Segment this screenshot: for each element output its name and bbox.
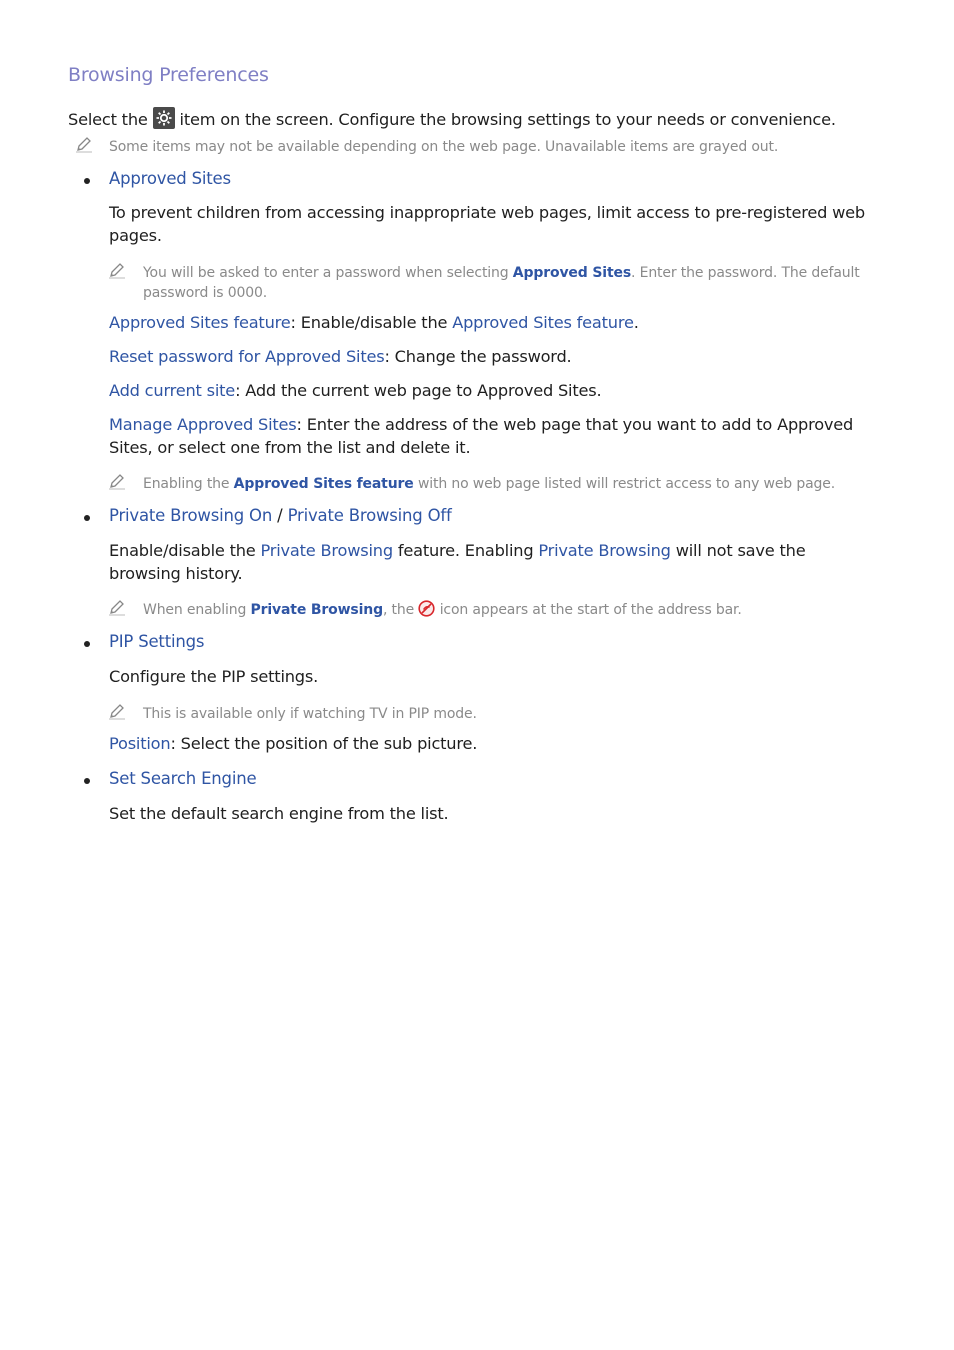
approved-sites-note-password: You will be asked to enter a password when selecting Approved Sites. Enter the password. The default password is 0000. bbox=[143, 265, 860, 301]
pencil-icon bbox=[108, 598, 126, 616]
position-keyword: Position bbox=[109, 734, 171, 753]
pip-settings-description: Configure the PIP settings. bbox=[109, 667, 319, 686]
approved-sites-feature-line: Approved Sites feature: Enable/disable the Approved Sites feature. bbox=[109, 313, 639, 332]
approved-sites-title: Approved Sites bbox=[109, 169, 231, 188]
intro-note: Some items may not be available depending on the web page. Unavailable items are grayed out. bbox=[109, 139, 779, 155]
approved-sites-feature-keyword: Approved Sites feature bbox=[452, 313, 634, 332]
bullet-dot bbox=[84, 515, 90, 521]
set-search-engine-title: Set Search Engine bbox=[109, 769, 257, 788]
approved-sites-feature-keyword: Approved Sites feature bbox=[109, 313, 291, 332]
pencil-icon bbox=[108, 472, 126, 490]
bullet-dot bbox=[84, 641, 90, 647]
manage-approved-sites-line: Manage Approved Sites: Enter the address of the web page that you want to add to Approved Sites, or select one from the list and delete it. bbox=[109, 415, 854, 457]
approved-sites-note-restrict: Enabling the Approved Sites feature with no web page listed will restrict access to any web page. bbox=[143, 476, 836, 492]
private-browsing-keyword: Private Browsing bbox=[260, 541, 393, 560]
reset-password-line: Reset password for Approved Sites: Change the password. bbox=[109, 347, 572, 366]
private-browsing-keyword: Private Browsing bbox=[538, 541, 671, 560]
manage-approved-sites-keyword: Manage Approved Sites bbox=[109, 415, 297, 434]
approved-sites-feature-keyword: Approved Sites feature bbox=[233, 476, 414, 492]
pencil-icon bbox=[108, 261, 126, 279]
pencil-icon bbox=[75, 135, 93, 153]
set-search-engine-description: Set the default search engine from the list. bbox=[109, 804, 449, 823]
reset-password-keyword: Reset password for Approved Sites bbox=[109, 347, 385, 366]
pencil-icon bbox=[108, 702, 126, 720]
add-current-site-keyword: Add current site bbox=[109, 381, 236, 400]
intro-paragraph bbox=[68, 107, 888, 131]
add-current-site-line: Add current site: Add the current web page to Approved Sites. bbox=[109, 381, 602, 400]
page-title: Browsing Preferences bbox=[68, 64, 269, 86]
intro-text-pre: Select the bbox=[68, 110, 153, 129]
private-browsing-title: Private Browsing On / Private Browsing Off bbox=[109, 506, 452, 525]
private-browsing-note: When enabling Private Browsing, the icon appears at the start of the address bar. bbox=[143, 602, 742, 618]
bullet-dot bbox=[84, 178, 90, 184]
pip-settings-note: This is available only if watching TV in PIP mode. bbox=[143, 706, 477, 722]
private-browsing-icon bbox=[418, 600, 435, 617]
bullet-dot bbox=[84, 778, 90, 784]
private-browsing-keyword: Private Browsing bbox=[250, 602, 383, 618]
approved-sites-keyword: Approved Sites bbox=[512, 265, 632, 281]
private-browsing-description: Enable/disable the Private Browsing feature. Enabling Private Browsing will not save the browsing history. bbox=[109, 541, 806, 583]
private-browsing-off-keyword: Private Browsing Off bbox=[287, 506, 452, 525]
position-line: Position: Select the position of the sub picture. bbox=[109, 734, 478, 753]
pip-settings-title: PIP Settings bbox=[109, 632, 205, 651]
gear-icon bbox=[153, 107, 175, 129]
private-browsing-on-keyword: Private Browsing On bbox=[109, 506, 273, 525]
intro-text-post: item on the screen. Configure the browsing settings to your needs or convenience. bbox=[174, 110, 836, 129]
approved-sites-description: To prevent children from accessing inappropriate web pages, limit access to pre-registered web pages. bbox=[109, 203, 865, 245]
